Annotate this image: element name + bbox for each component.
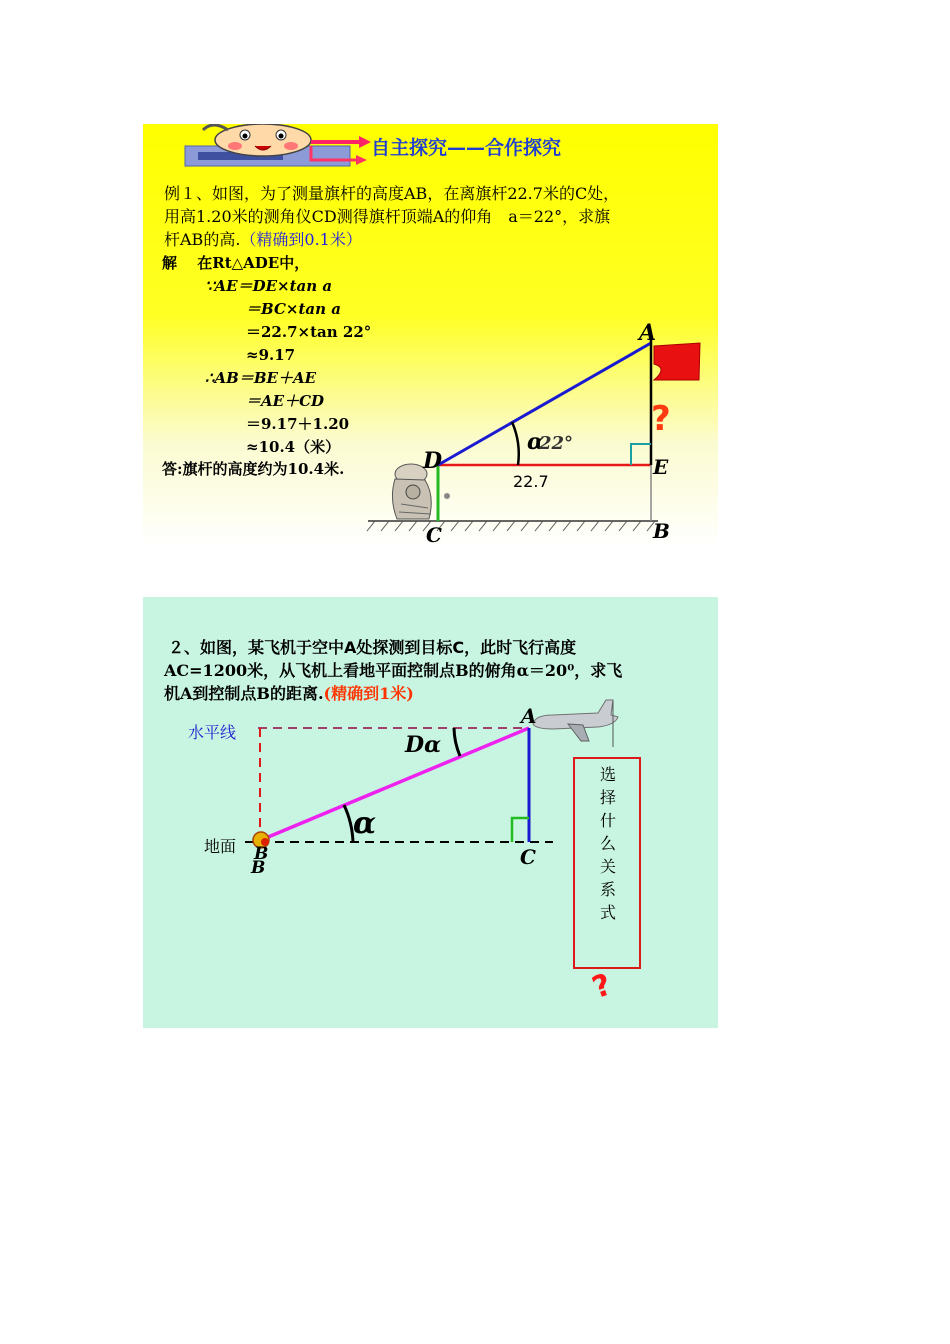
angle-alpha-label: α xyxy=(527,429,544,455)
segment-ab xyxy=(261,728,529,840)
precision-note: (精确到1米) xyxy=(323,684,414,703)
solution-line-3: ＝BC×tan a xyxy=(246,300,341,318)
airplane-diagram xyxy=(143,597,718,1028)
solution-line-7: ＝AE＋CD xyxy=(246,392,325,410)
point-b-label: B xyxy=(653,519,670,543)
ground-hatch xyxy=(367,521,655,531)
point-e-label: E xyxy=(653,455,669,479)
airplane-icon xyxy=(533,700,618,747)
ground-label: 地面 xyxy=(204,837,237,856)
slide-title: 自主探究——合作探究 xyxy=(371,137,562,159)
angle-alpha-label: α xyxy=(353,806,377,841)
problem-line-2: AC=1200米，从飞机上看地平面控制点B的俯角α＝20⁰，求飞 xyxy=(164,661,623,680)
point-a-label: A xyxy=(521,704,537,728)
flagpole-diagram xyxy=(143,124,718,548)
problem-line-1: ２、如图，某飞机于空中A处探测到目标C，此时飞行高度 xyxy=(168,638,577,657)
problem-line-2: 用高1.20米的测角仪CD测得旗杆顶端A的仰角 a＝22°，求旗 xyxy=(164,207,611,226)
right-angle-marker xyxy=(512,818,529,842)
angle-value-label: 22° xyxy=(539,433,574,454)
precision-note: （精确到0.1米） xyxy=(240,230,362,249)
problem-line-1: 例１、如图，为了测量旗杆的高度AB，在离旗杆22.7米的C处， xyxy=(164,184,620,203)
solution-line-4: ＝22.7×tan 22° xyxy=(246,323,372,341)
point-c-label: C xyxy=(520,845,536,869)
point-c-label: C xyxy=(426,523,442,547)
angle-arc-a xyxy=(454,728,460,756)
hint-text: 选择什么关系式 xyxy=(599,765,616,922)
point-b-label: B xyxy=(254,844,269,864)
problem-line-3-main: 机A到控制点B的距离. xyxy=(164,684,324,703)
point-b-label-shadow: B xyxy=(251,858,266,878)
solution-line-1: 解 在Rt△ADE中， xyxy=(162,254,310,272)
question-mark-icon: ? xyxy=(587,967,617,1007)
horizontal-line-label: 水平线 xyxy=(188,723,237,742)
angle-arc xyxy=(512,422,519,465)
flag-icon xyxy=(654,343,700,380)
solution-line-5: ≈9.17 xyxy=(246,346,296,364)
question-mark-icon: ? xyxy=(651,399,671,439)
solution-line-8: ＝9.17＋1.20 xyxy=(246,415,350,433)
solution-line-6: ∴AB＝BE＋AE xyxy=(205,369,317,387)
angle-arc-b xyxy=(344,805,353,842)
problem-line-3-main: 杆AB的高. xyxy=(164,230,241,249)
solution-line-2: ∵AE＝DE×tan a xyxy=(205,277,333,295)
point-d-label: D xyxy=(423,448,443,474)
solution-line-9: ≈10.4（米） xyxy=(246,438,341,456)
answer-line: 答:旗杆的高度约为10.4米. xyxy=(162,460,345,478)
point-a-label: A xyxy=(639,320,657,346)
example2-slide xyxy=(143,597,718,1028)
example1-slide xyxy=(143,124,718,548)
distance-label: 22.7 xyxy=(513,472,549,491)
right-angle-marker xyxy=(631,444,651,465)
depression-angle-label: Dα xyxy=(405,732,442,758)
